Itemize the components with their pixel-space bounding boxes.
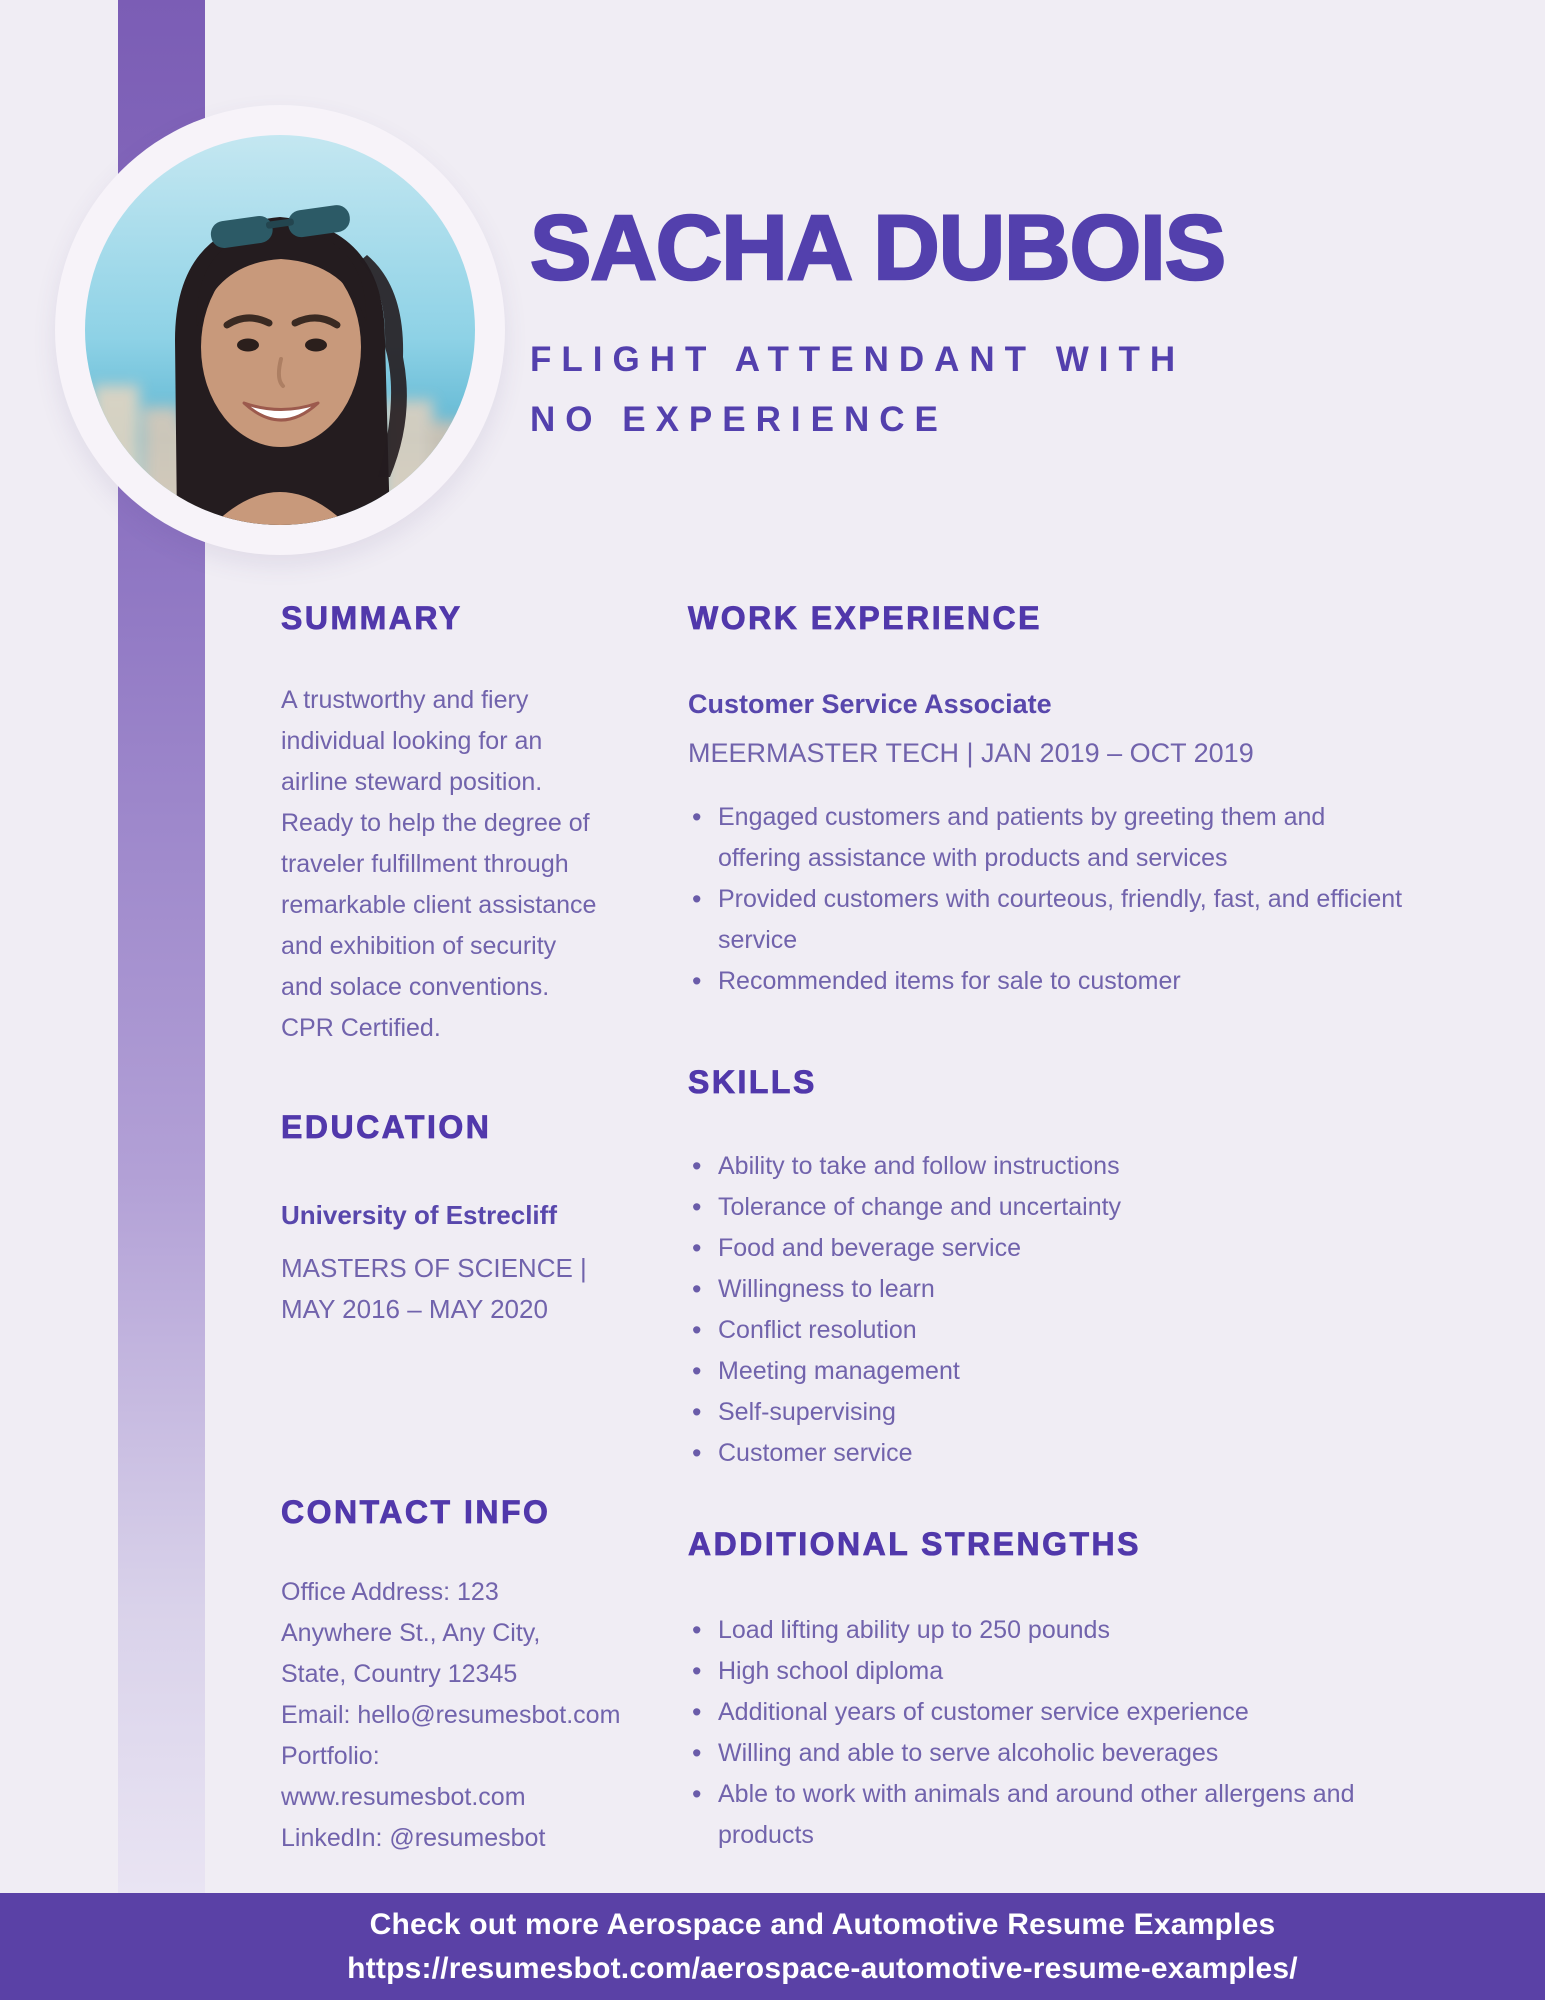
resume-header xyxy=(530,197,1226,450)
skill-item: • Willingness to learn xyxy=(688,1269,1408,1310)
summary-text: A trustworthy and fiery individual looking for an airline steward position. Ready to help the degree of traveler fulfillment through remarkable client assistance and exhibition of security and solace conventions. CPR Certified. xyxy=(281,686,597,1042)
skill-item: • Conflict resolution xyxy=(688,1310,1408,1351)
additional-strengths-heading: ADDITIONAL STRENGTHS xyxy=(688,1526,1141,1562)
contact-heading: CONTACT INFO xyxy=(281,1494,551,1530)
skill-item: • Self-supervising xyxy=(688,1392,1408,1433)
strength-item: • Able to work with animals and around other allergens and products xyxy=(688,1774,1408,1856)
work-bullet: • Recommended items for sale to customer xyxy=(688,961,1408,1002)
contact-section xyxy=(281,1494,621,1859)
candidate-name: SACHA DUBOIS xyxy=(530,197,1226,299)
job-headline-line1: FLIGHT ATTENDANT WITH xyxy=(530,340,1186,379)
skill-item: • Food and beverage service xyxy=(688,1228,1408,1269)
work-bullet: • Provided customers with courteous, friendly, fast, and efficient service xyxy=(688,879,1408,961)
contact-address-line2: Anywhere St., Any City, xyxy=(281,1619,541,1647)
work-bullet: • Engaged customers and patients by greeting them and offering assistance with products and services xyxy=(688,797,1408,879)
skill-item: • Meeting management xyxy=(688,1351,1408,1392)
contact-lines xyxy=(281,1572,621,1859)
education-heading: EDUCATION xyxy=(281,1109,492,1145)
job-title: Customer Service Associate xyxy=(688,689,1052,719)
strength-item: • Additional years of customer service experience xyxy=(688,1692,1408,1733)
contact-portfolio-url: www.resumesbot.com xyxy=(281,1783,526,1811)
strength-item: • High school diploma xyxy=(688,1651,1408,1692)
footer-banner xyxy=(0,1893,1545,2000)
profile-photo-frame xyxy=(55,105,505,555)
work-experience-heading: WORK EXPERIENCE xyxy=(688,600,1042,636)
contact-linkedin: LinkedIn: @resumesbot xyxy=(281,1824,546,1852)
job-headline xyxy=(530,330,1225,450)
work-bullet-list xyxy=(688,797,1408,1002)
footer-url[interactable]: https://resumesbot.com/aerospace-automotive-resume-examples/ xyxy=(347,1952,1298,1985)
strengths-list xyxy=(688,1610,1408,1856)
strength-item: • Willing and able to serve alcoholic beverages xyxy=(688,1733,1408,1774)
skill-item: • Ability to take and follow instructions xyxy=(688,1146,1408,1187)
strength-item: • Load lifting ability up to 250 pounds xyxy=(688,1610,1408,1651)
contact-email: Email: hello@resumesbot.com xyxy=(281,1701,621,1729)
skills-section xyxy=(688,1064,1408,1474)
summary-heading: SUMMARY xyxy=(281,600,463,636)
contact-portfolio-label: Portfolio: xyxy=(281,1742,380,1770)
education-section xyxy=(281,1109,601,1356)
job-headline-line2: NO EXPERIENCE xyxy=(530,400,948,439)
additional-strengths-section xyxy=(688,1526,1408,1856)
summary-section xyxy=(281,600,601,1049)
company-and-dates: MEERMASTER TECH | JAN 2019 – OCT 2019 xyxy=(688,738,1254,768)
profile-photo-image xyxy=(85,135,475,525)
work-experience-section xyxy=(688,600,1408,1002)
school-name: University of Estrecliff xyxy=(281,1200,557,1230)
skill-item: • Customer service xyxy=(688,1433,1408,1474)
contact-address-line3: State, Country 12345 xyxy=(281,1660,518,1688)
footer-message: Check out more Aerospace and Automotive Resume Examples xyxy=(369,1908,1276,1941)
skill-item: • Tolerance of change and uncertainty xyxy=(688,1187,1408,1228)
skills-heading: SKILLS xyxy=(688,1064,817,1100)
contact-address-line1: Office Address: 123 xyxy=(281,1578,499,1606)
degree-and-dates: MASTERS OF SCIENCE | MAY 2016 – MAY 2020 xyxy=(281,1253,587,1324)
skills-list xyxy=(688,1146,1408,1474)
profile-photo xyxy=(85,135,475,525)
